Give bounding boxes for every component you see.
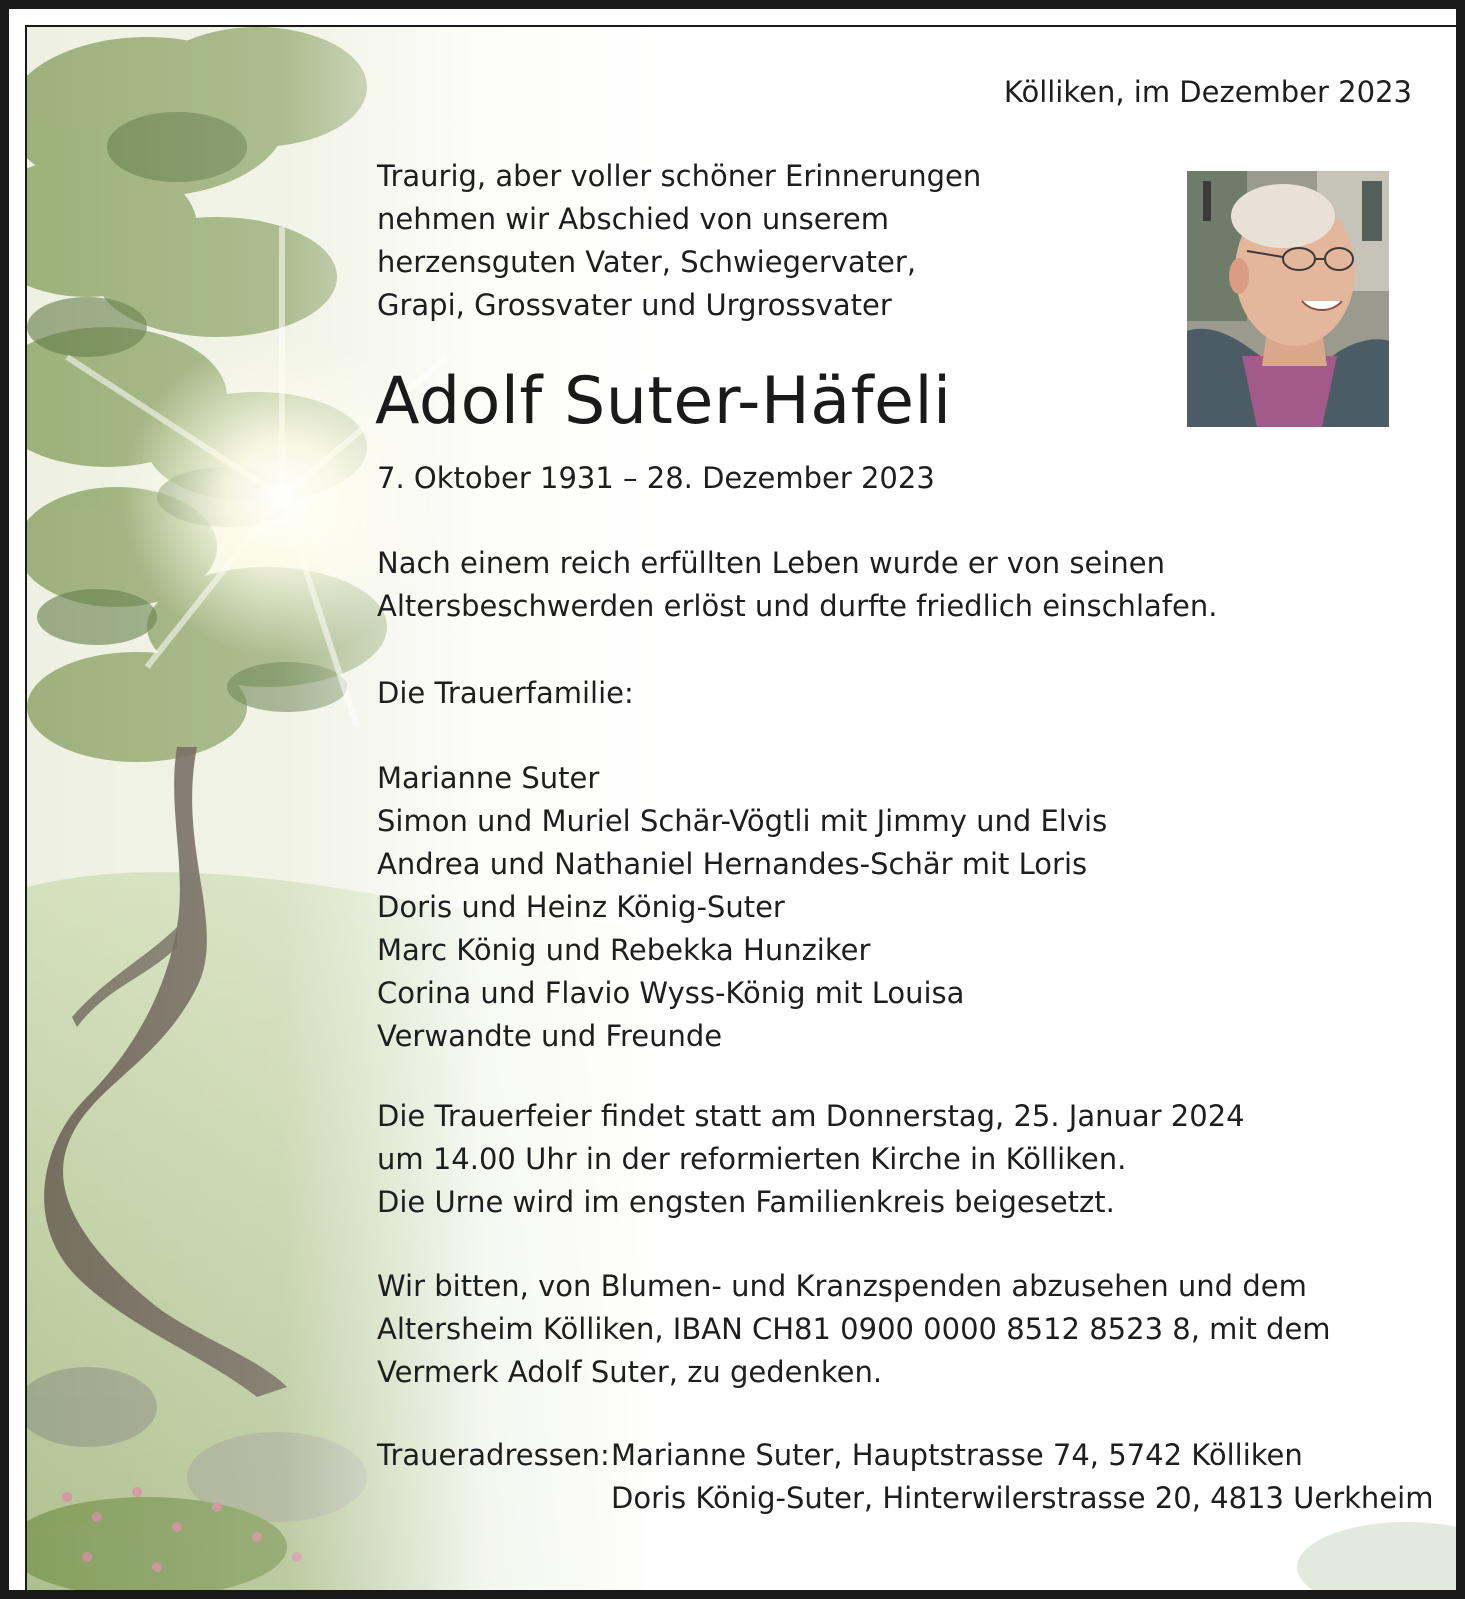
funeral-line: um 14.00 Uhr in der reformierten Kirche in Kölliken. bbox=[377, 1142, 1127, 1176]
life-dates: 7. Oktober 1931 – 28. Dezember 2023 bbox=[377, 461, 935, 495]
family-list bbox=[377, 757, 1107, 1058]
family-member: Doris und Heinz König-Suter bbox=[377, 890, 785, 924]
funeral-line: Die Urne wird im engsten Familienkreis beigesetzt. bbox=[377, 1185, 1115, 1219]
address-line: Marianne Suter, Hauptstrasse 74, 5742 Kölliken bbox=[611, 1438, 1303, 1472]
intro-line: Traurig, aber voller schöner Erinnerungen bbox=[377, 159, 982, 193]
obituary-notice bbox=[25, 25, 1458, 1592]
donation-line: Vermerk Adolf Suter, zu gedenken. bbox=[377, 1355, 883, 1389]
funeral-line: Die Trauerfeier findet statt am Donnerstag, 25. Januar 2024 bbox=[377, 1099, 1245, 1133]
address-line: Doris König-Suter, Hinterwilerstrasse 20, 4813 Uerkheim bbox=[611, 1481, 1434, 1515]
intro-line: Grapi, Grossvater und Urgrossvater bbox=[377, 288, 892, 322]
place-and-date: Kölliken, im Dezember 2023 bbox=[1003, 75, 1412, 109]
message-line: Altersbeschwerden erlöst und durfte friedlich einschlafen. bbox=[377, 589, 1218, 623]
donation-request bbox=[377, 1265, 1331, 1394]
family-member: Andrea und Nathaniel Hernandes-Schär mit Loris bbox=[377, 847, 1088, 881]
family-member: Simon und Muriel Schär-Vögtli mit Jimmy und Elvis bbox=[377, 804, 1108, 838]
intro-text bbox=[377, 155, 981, 327]
donation-line: Wir bitten, von Blumen- und Kranzspenden abzusehen und dem bbox=[377, 1269, 1307, 1303]
family-member: Verwandte und Freunde bbox=[377, 1019, 723, 1053]
message-text bbox=[377, 542, 1217, 628]
intro-line: herzensguten Vater, Schwiegervater, bbox=[377, 245, 917, 279]
intro-line: nehmen wir Abschied von unserem bbox=[377, 202, 890, 236]
funeral-info bbox=[377, 1095, 1245, 1224]
portrait-photo bbox=[1187, 171, 1389, 427]
family-member: Corina und Flavio Wyss-König mit Louisa bbox=[377, 976, 965, 1010]
message-line: Nach einem reich erfüllten Leben wurde er von seinen bbox=[377, 546, 1166, 580]
deceased-name: Adolf Suter-Häfeli bbox=[375, 364, 952, 439]
family-member: Marc König und Rebekka Hunziker bbox=[377, 933, 871, 967]
family-member: Marianne Suter bbox=[377, 761, 600, 795]
addresses-label: Traueradressen: bbox=[377, 1438, 610, 1472]
donation-line: Altersheim Kölliken, IBAN CH81 0900 0000 8512 8523 8, mit dem bbox=[377, 1312, 1331, 1346]
family-heading: Die Trauerfamilie: bbox=[377, 676, 634, 710]
